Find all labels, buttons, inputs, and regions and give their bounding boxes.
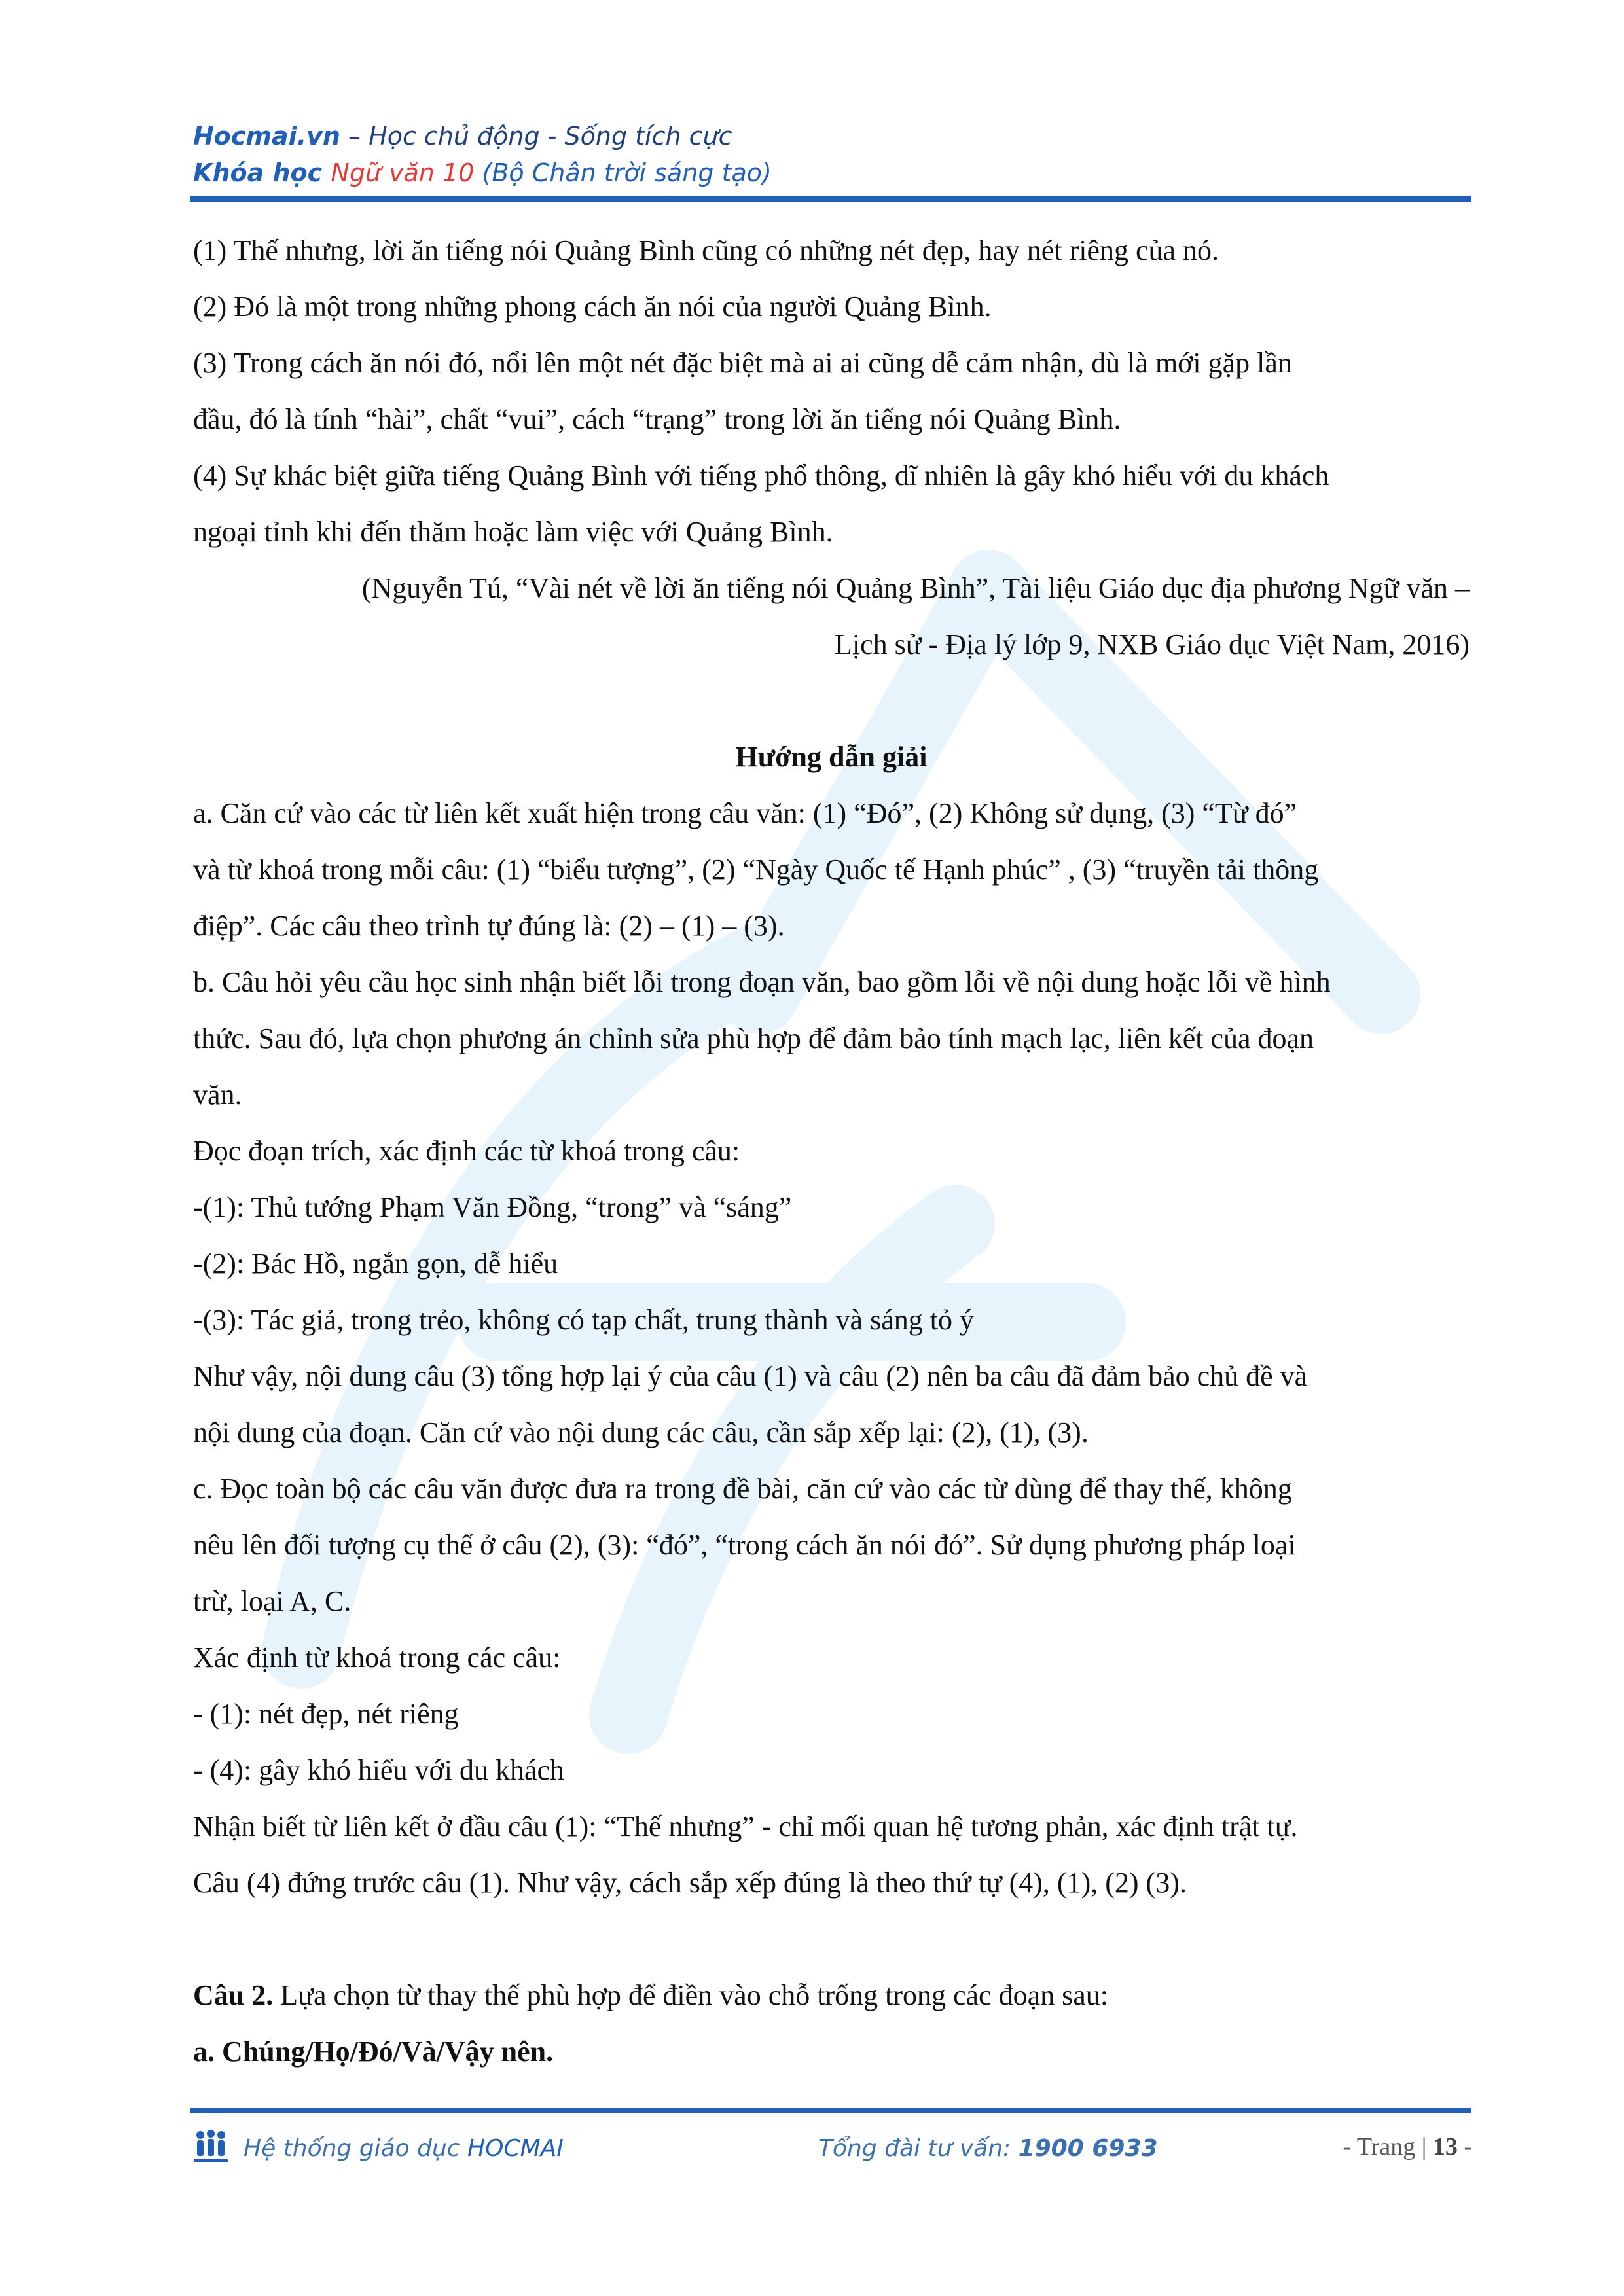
guide-line: Đọc đoạn trích, xác định các từ khoá trong câu: <box>193 1135 740 1167</box>
hotline-label: Tổng đài tư vấn: <box>818 2135 1019 2162</box>
course-prefix: Khóa học <box>193 158 331 187</box>
footer-divider <box>190 2108 1471 2113</box>
header-line-2 <box>193 154 772 191</box>
footer-hotline <box>818 2135 1158 2162</box>
passage-line: (1) Thế nhưng, lời ăn tiếng nói Quảng Bình cũng có những nét đẹp, hay nét riêng của nó. <box>193 234 1219 266</box>
question-label: Câu 2. <box>193 1979 274 2011</box>
guide-line: văn. <box>193 1079 242 1111</box>
guide-line: b. Câu hỏi yêu cầu học sinh nhận biết lỗi trong đoạn văn, bao gồm lỗi về nội dung hoặc lỗi về hình <box>193 966 1331 998</box>
guide-line: - (4): gây khó hiểu với du khách <box>193 1754 565 1786</box>
question-sub-a: a. Chúng/Họ/Đó/Và/Vậy nên. <box>193 2036 554 2068</box>
slogan: – Học chủ động - Sống tích cực <box>340 122 732 151</box>
passage-line: (2) Đó là một trong những phong cách ăn nói của người Quảng Bình. <box>193 291 992 323</box>
guide-line: Câu (4) đứng trước câu (1). Như vậy, cách sắp xếp đúng là theo thứ tự (4), (1), (2) (3). <box>193 1867 1187 1899</box>
guide-line: Xác định từ khoá trong các câu: <box>193 1641 561 1674</box>
citation-line: (Nguyễn Tú, “Vài nét về lời ăn tiếng nói Quảng Bình”, Tài liệu Giáo dục địa phương Ngữ văn – <box>361 572 1470 604</box>
passage-line: (3) Trong cách ăn nói đó, nổi lên một nét đặc biệt mà ai ai cũng dễ cảm nhận, dù là mới gặp lần <box>193 347 1292 379</box>
footer-system-brand: HOCMAI <box>467 2135 564 2162</box>
passage-line: đầu, đó là tính “hài”, chất “vui”, cách “trạng” trong lời ăn tiếng nói Quảng Bình. <box>193 403 1121 435</box>
course-series: (Bộ Chân trời sáng tạo) <box>474 158 772 187</box>
footer-system-prefix: Hệ thống giáo dục <box>244 2135 468 2162</box>
guide-line: -(1): Thủ tướng Phạm Văn Đồng, “trong” và “sáng” <box>193 1191 792 1223</box>
question-text: Lựa chọn từ thay thế phù hợp để điền vào chỗ trống trong các đoạn sau: <box>273 1979 1108 2011</box>
page-label: - Trang | <box>1343 2133 1433 2161</box>
guide-line: điệp”. Các câu theo trình tự đúng là: (2) – (1) – (3). <box>193 910 785 942</box>
hocmai-logo-icon <box>191 2128 230 2168</box>
guide-line: a. Căn cứ vào các từ liên kết xuất hiện trong câu văn: (1) “Đó”, (2) Không sử dụng, (3) “Từ đó” <box>193 797 1297 829</box>
guide-line: -(2): Bác Hồ, ngắn gọn, dễ hiểu <box>193 1247 558 1280</box>
hotline-number: 1900 6933 <box>1018 2135 1158 2162</box>
footer-system <box>244 2135 564 2162</box>
course-subject: Ngữ văn 10 <box>331 158 475 187</box>
guide-line: thức. Sau đó, lựa chọn phương án chỉnh sửa phù hợp để đảm bảo tính mạch lạc, liên kết của đoạn <box>193 1022 1314 1054</box>
guide-line: và từ khoá trong mỗi câu: (1) “biểu tượng”, (2) “Ngày Quốc tế Hạnh phúc” , (3) “truyền tải thông <box>193 853 1319 886</box>
guide-line: c. Đọc toàn bộ các câu văn được đưa ra trong đề bài, căn cứ vào các từ dùng để thay thế, không <box>193 1473 1292 1505</box>
citation-line: Lịch sử - Địa lý lớp 9, NXB Giáo dục Việt Nam, 2016) <box>835 628 1470 660</box>
document-body <box>193 223 1470 2080</box>
guide-line: nêu lên đối tượng cụ thể ở câu (2), (3): “đó”, “trong cách ăn nói đó”. Sử dụng phương pháp loại <box>193 1529 1296 1561</box>
guide-line: - (1): nét đẹp, nét riêng <box>193 1698 459 1730</box>
page-number-value: 13 <box>1432 2133 1458 2161</box>
guide-line: trừ, loại A, C. <box>193 1585 352 1617</box>
header-line-1 <box>193 118 772 154</box>
question-line <box>193 1967 1470 2024</box>
passage-line: (4) Sự khác biệt giữa tiếng Quảng Bình với tiếng phổ thông, dĩ nhiên là gây khó hiểu với du khách <box>193 459 1329 492</box>
page-suffix: - <box>1457 2133 1472 2161</box>
guide-line: Như vậy, nội dung câu (3) tổng hợp lại ý của câu (1) và câu (2) nên ba câu đã đảm bảo chủ đề và <box>193 1360 1308 1392</box>
page-number <box>1343 2132 1472 2161</box>
guide-line: Nhận biết từ liên kết ở đầu câu (1): “Thế nhưng” - chỉ mối quan hệ tương phản, xác định trật tự. <box>193 1810 1298 1842</box>
page-header <box>193 118 772 191</box>
guide-line: -(3): Tác giả, trong trẻo, không có tạp chất, trung thành và sáng tỏ ý <box>193 1304 974 1336</box>
passage-line: ngoại tỉnh khi đến thăm hoặc làm việc với Quảng Bình. <box>193 516 833 548</box>
guide-title: Hướng dẫn giải <box>735 741 928 773</box>
guide-line: nội dung của đoạn. Căn cứ vào nội dung các câu, cần sắp xếp lại: (2), (1), (3). <box>193 1416 1089 1448</box>
header-divider <box>190 196 1471 202</box>
brand-name: Hocmai.vn <box>193 122 340 151</box>
